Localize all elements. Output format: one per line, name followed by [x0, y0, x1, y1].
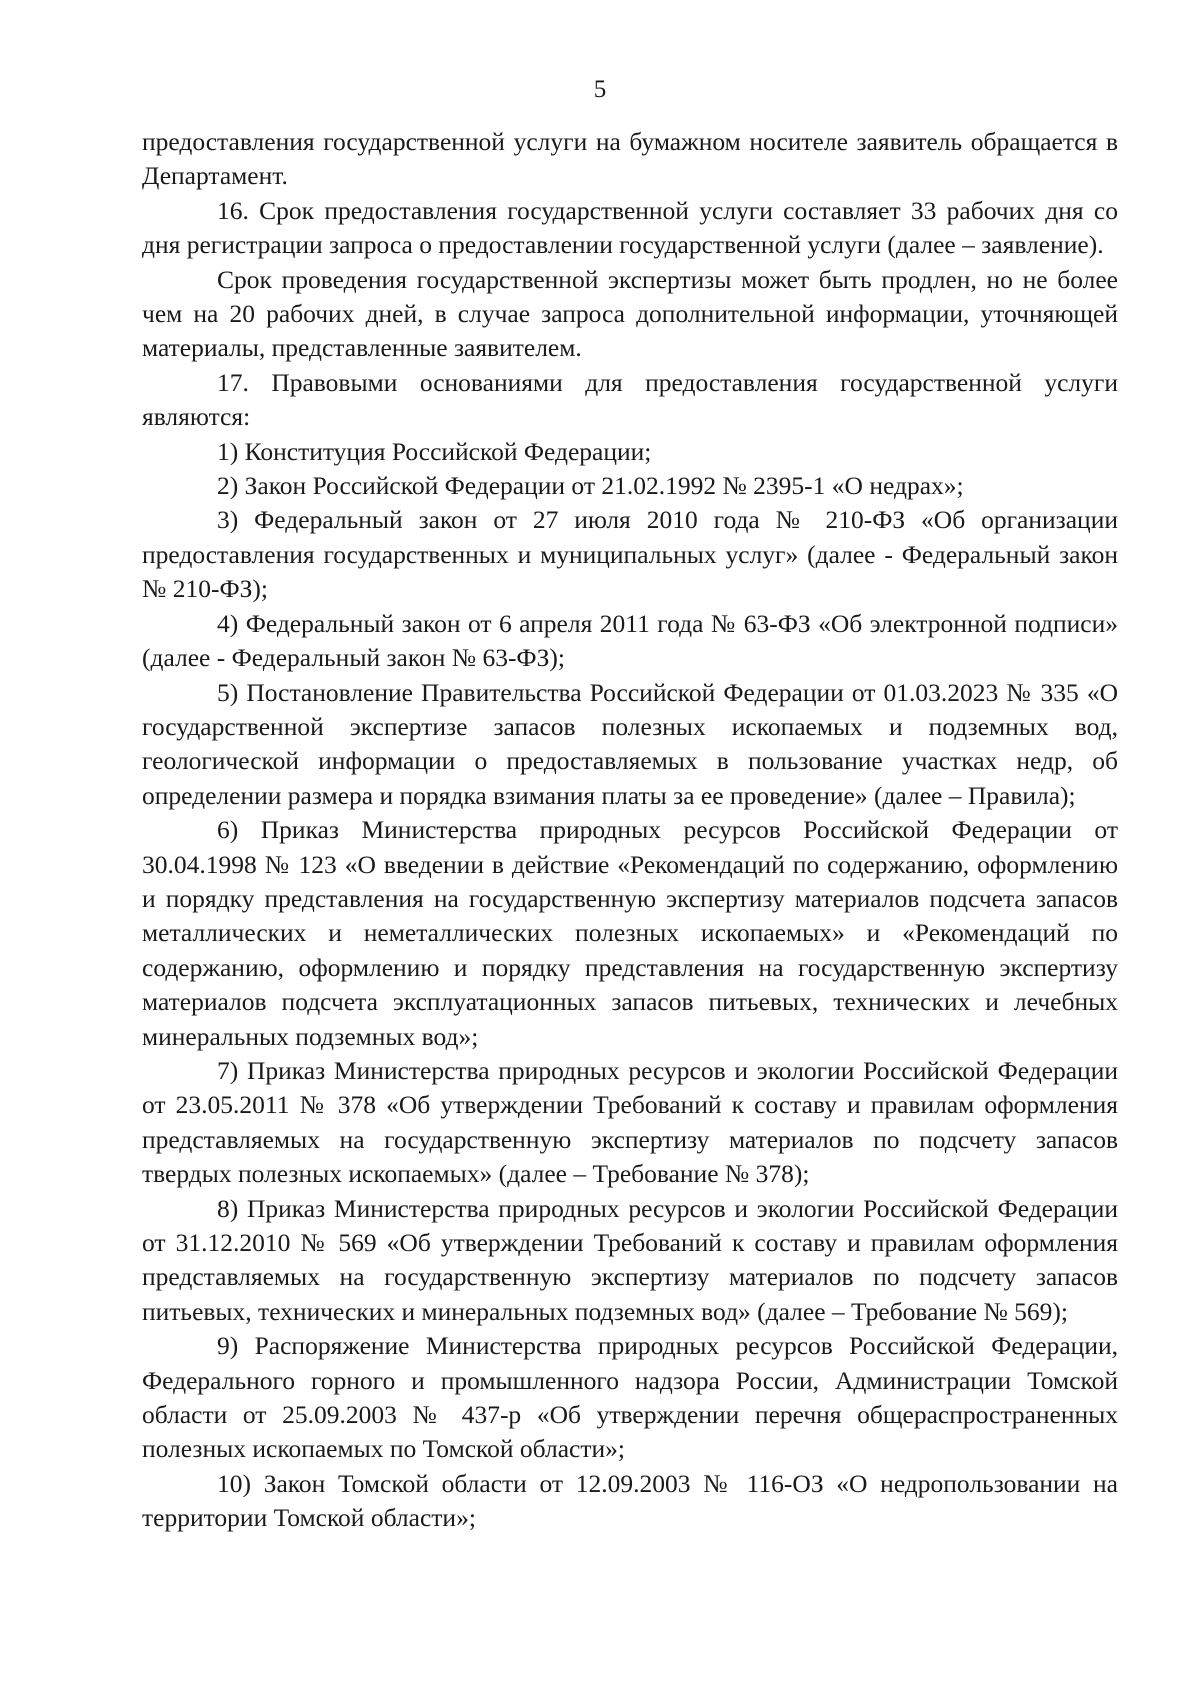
list-item-9: 9) Распоряжение Министерства природных ресурсов Российской Федерации, Федерального горного и промышленного надзора России, Администрации Томской области от 25.09.2003 № 437-р «Об утверждении перечня общераспространенных полезных ископаемых по Томской области»;	[142, 1331, 1118, 1464]
list-item-2: 2) Закон Российской Федерации от 21.02.1992 № 2395-1 «О недрах»;	[217, 471, 964, 501]
page-number: 5	[593, 76, 607, 103]
list-item-3: 3) Федеральный закон от 27 июля 2010 года № 210-ФЗ «Об организации предоставления государственных и муниципальных услуг» (далее - Федеральный закон № 210-ФЗ);	[142, 505, 1118, 604]
list-item-5: 5) Постановление Правительства Российской Федерации от 01.03.2023 № 335 «О государственной экспертизе запасов полезных ископаемых и подземных вод, геологической информации о предоставляемых в пользование участках недр, об определении размера и порядка взимания платы за ее проведение» (далее – Правила);	[142, 677, 1118, 810]
paragraph-item-17: 17. Правовыми основаниями для предоставления государственной услуги являются:	[142, 367, 1118, 432]
list-item-4: 4) Федеральный закон от 6 апреля 2011 года № 63-ФЗ «Об электронной подписи» (далее - Федеральный закон № 63-ФЗ);	[142, 608, 1118, 673]
paragraph-continuation: предоставления государственной услуги на бумажном носителе заявитель обращается в Департамент.	[142, 127, 1118, 191]
paragraph-item-16: 16. Срок предоставления государственной услуги составляет 33 рабочих дня со дня регистрации запроса о предоставлении государственной услуги (далее – заявление).	[142, 195, 1118, 260]
paragraph-examination-term: Срок проведения государственной экспертизы может быть продлен, но не более чем на 20 рабочих дней, в случае запроса дополнительной информации, уточняющей материалы, представленные заявителем.	[142, 264, 1118, 363]
list-item-1: 1) Конституция Российской Федерации;	[217, 436, 652, 466]
list-item-6: 6) Приказ Министерства природных ресурсов Российской Федерации от 30.04.1998 № 123 «О введении в действие «Рекомендаций по содержанию, оформлению и порядку представления на государственную экспертизу материалов подсчета запасов металлических и неметаллических полезных ископаемых» и «Рекомендаций по содержанию, оформлению и порядку представления на государственную экспертизу материалов подсчета эксплуатационных запасов питьевых, технических и лечебных минеральных подземных вод»;	[142, 815, 1118, 1051]
document-body	[142, 125, 1118, 1536]
list-item-7: 7) Приказ Министерства природных ресурсов и экологии Российской Федерации от 23.05.2011 № 378 «Об утверждении Требований к составу и правилам оформления представляемых на государственную экспертизу материалов по подсчету запасов твердых полезных ископаемых» (далее – Требование № 378);	[142, 1055, 1118, 1189]
list-item-8: 8) Приказ Министерства природных ресурсов и экологии Российской Федерации от 31.12.2010 № 569 «Об утверждении Требований к составу и правилам оформления представляемых на государственную экспертизу материалов по подсчету запасов питьевых, технических и минеральных подземных вод» (далее – Требование № 569);	[142, 1193, 1118, 1326]
list-item-10: 10) Закон Томской области от 12.09.2003 № 116-ОЗ «О недропользовании на территории Томской области»;	[142, 1468, 1118, 1533]
